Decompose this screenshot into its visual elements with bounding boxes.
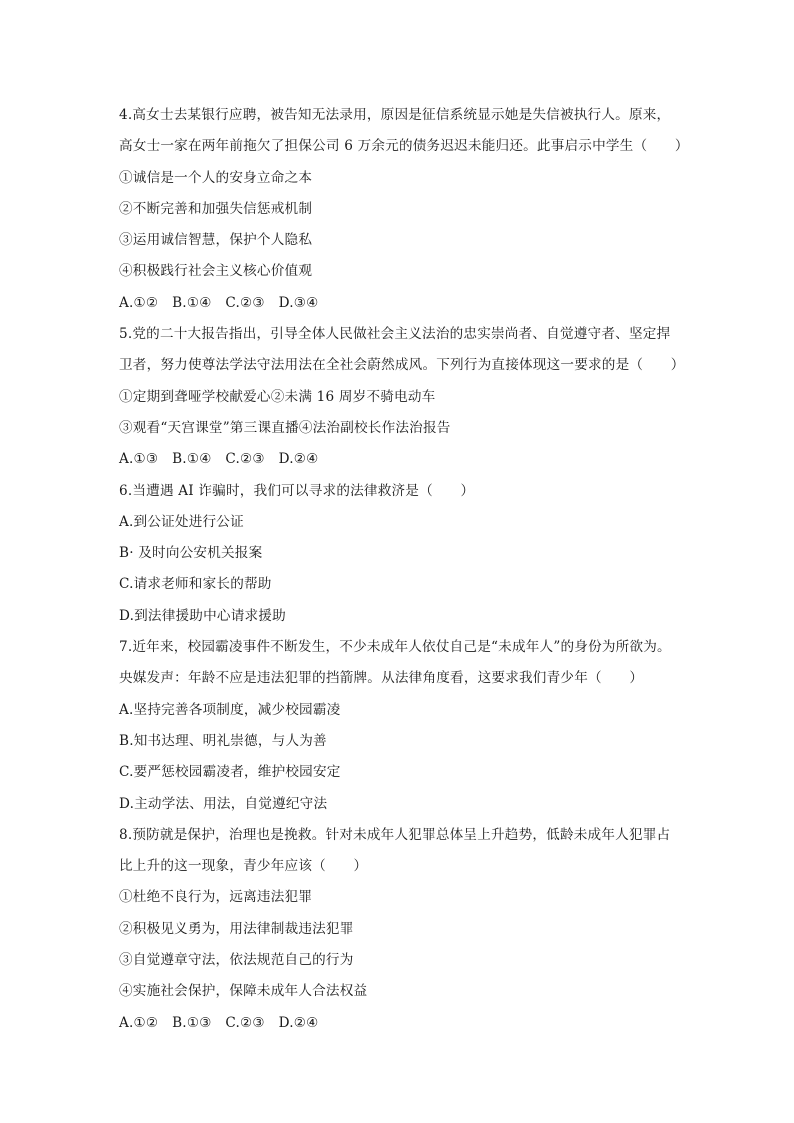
answer-choice: D.到法律援助中心请求援助 xyxy=(119,607,286,624)
question-stem-line: 7.近年来，校园霸凌事件不断发生，不少未成年人依仗自己是“未成年人”的身份为所欲为。 xyxy=(119,639,671,656)
answer-options: A.①③ B.①④ C.②③ D.②④ xyxy=(119,451,319,468)
statement-item: ②不断完善和加强失信惩戒机制 xyxy=(119,200,313,217)
statement-item: ②积极见义勇为，用法律制裁违法犯罪 xyxy=(119,920,354,937)
statement-item: ④积极践行社会主义核心价值观 xyxy=(119,263,313,280)
question-stem-line: 6.当遭遇 AI 诈骗时，我们可以寻求的法律救济是（ ） xyxy=(119,482,475,499)
answer-choice: C.请求老师和家长的帮助 xyxy=(119,576,272,593)
answer-choice: B.知书达理、明礼崇德，与人为善 xyxy=(119,732,327,749)
question-stem-line: 5.党的二十大报告指出，引导全体人民做社会主义法治的忠实崇尚者、自觉遵守者、坚定捍 xyxy=(119,326,671,343)
question-stem-line: 高女士一家在两年前拖欠了担保公司 6 万余元的债务迟迟未能归还。此事启示中学生（ ） xyxy=(119,138,689,155)
question-stem-line: 比上升的这一现象，青少年应该（ ） xyxy=(119,858,368,875)
answer-options: A.①② B.①③ C.②③ D.②④ xyxy=(119,1014,319,1031)
statement-item: ③运用诚信智慧，保护个人隐私 xyxy=(119,232,313,249)
answer-choice: D.主动学法、用法，自觉遵纪守法 xyxy=(119,795,328,812)
question-stem-line: 央媒发声：年龄不应是违法犯罪的挡箭牌。从法律角度看，这要求我们青少年（ ） xyxy=(119,670,644,687)
answer-choice: A.到公证处进行公证 xyxy=(119,513,244,530)
statement-item: ③自觉遵章守法，依法规范自己的行为 xyxy=(119,952,354,969)
question-stem-line: 4.高女士去某银行应聘，被告知无法录用，原因是征信系统显示她是失信被执行人。原来， xyxy=(119,107,671,123)
statement-item: ①定期到聋哑学校献爱心②未满 16 周岁不骑电动车 xyxy=(119,388,436,405)
answer-choice: C.要严惩校园霸凌者，维护校园安定 xyxy=(119,764,341,781)
question-5 xyxy=(119,319,689,475)
statement-item: ③观看“天宫课堂”第三课直播④法治副校长作法治报告 xyxy=(119,419,451,436)
answer-choice: A.坚持完善各项制度，减少校园霸凌 xyxy=(119,701,341,718)
statement-item: ④实施社会保护，保障未成年人合法权益 xyxy=(119,983,368,1000)
question-4 xyxy=(119,100,689,319)
statement-item: ①杜绝不良行为，远离违法犯罪 xyxy=(119,889,313,906)
question-7 xyxy=(119,632,689,820)
question-8 xyxy=(119,820,689,1039)
question-stem-line: 8.预防就是保护，治理也是挽救。针对未成年人犯罪总体呈上升趋势，低龄未成年人犯罪占 xyxy=(119,826,671,843)
question-6 xyxy=(119,476,689,632)
question-stem-line: 卫者，努力使尊法学法守法用法在全社会蔚然成风。下列行为直接体现这一要求的是（ ） xyxy=(119,357,685,374)
statement-item: ①诚信是一个人的安身立命之本 xyxy=(119,169,313,186)
exam-content xyxy=(119,100,689,1039)
answer-choice: B· 及时向公安机关报案 xyxy=(119,545,263,562)
answer-options: A.①② B.①④ C.②③ D.③④ xyxy=(119,294,319,311)
